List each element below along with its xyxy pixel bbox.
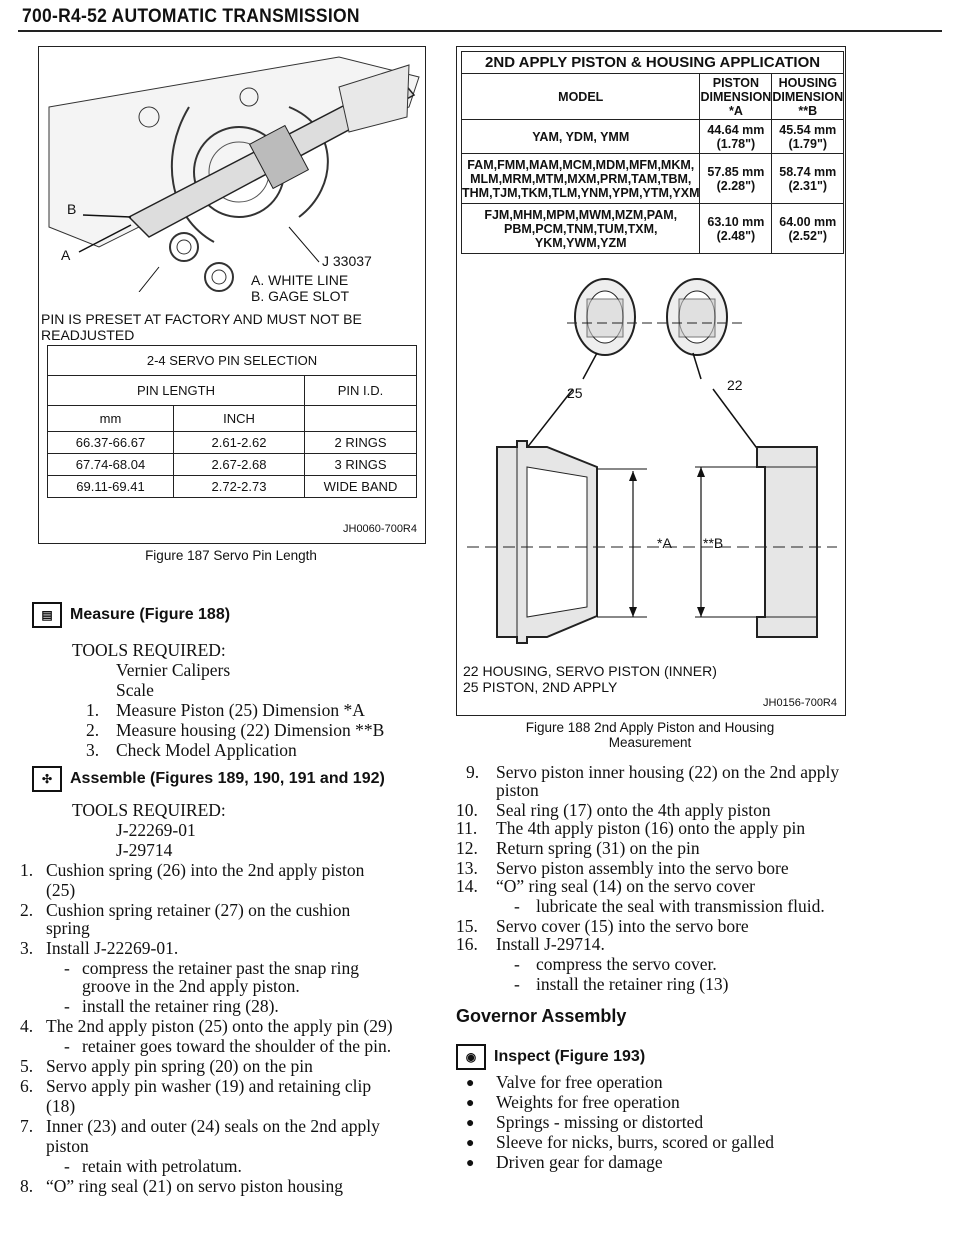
label-22: 22 — [727, 377, 743, 393]
step-text: Seal ring (17) onto the 4th apply piston — [496, 800, 771, 820]
figure-187-box — [38, 46, 426, 544]
col-piston-l3: *A — [728, 103, 743, 118]
cell-model: YAM, YDM, YMM — [532, 129, 630, 144]
measure-step: Measure Piston (25) Dimension *A — [116, 700, 365, 720]
step-num: 6. — [20, 1076, 34, 1096]
legend-22: 22 HOUSING, SERVO PISTON (INNER) — [463, 663, 717, 679]
table-row — [48, 432, 417, 454]
dash: - — [64, 996, 70, 1016]
cell-housing: (2.52") — [788, 228, 828, 243]
cell-id: 3 RINGS — [305, 454, 417, 476]
step-text: Servo piston assembly into the servo bore — [496, 858, 789, 878]
step-num: 1. — [20, 860, 34, 880]
table-row — [462, 120, 844, 154]
col-housing-l1: HOUSING — [778, 75, 837, 90]
measure-icon: ▤ — [32, 602, 62, 628]
step-num: 4. — [20, 1016, 34, 1036]
cell-id: WIDE BAND — [305, 476, 417, 498]
step-num: 13. — [456, 858, 478, 878]
step-text: Servo piston inner housing (22) on the 2nd apply — [496, 762, 840, 782]
step-detail: retain with petrolatum. — [82, 1156, 242, 1176]
cell-housing: 45.54 mm — [779, 122, 837, 137]
step-text: Return spring (31) on the pin — [496, 838, 700, 858]
col-pin-id: PIN I.D. — [305, 376, 417, 406]
measure-heading: Measure (Figure 188) — [70, 606, 231, 623]
callout-a: A — [61, 247, 71, 263]
apply-table-title: 2ND APPLY PISTON & HOUSING APPLICATION — [462, 52, 844, 74]
governor-item: Sleeve for nicks, burrs, scored or galled — [496, 1132, 774, 1152]
cell-housing: 64.00 mm — [779, 214, 837, 229]
measure-tool-1: Vernier Calipers — [116, 660, 231, 680]
step-text: (25) — [46, 880, 76, 900]
servo-table-title: 2-4 SERVO PIN SELECTION — [48, 346, 417, 376]
col-housing — [772, 74, 844, 120]
cell-inch: 2.61-2.62 — [174, 432, 305, 454]
step-detail: install the retainer ring (13) — [536, 974, 729, 994]
dash: - — [514, 954, 520, 974]
table-row — [462, 204, 844, 254]
step-num: 12. — [456, 838, 478, 858]
measure-step-num: 3. — [86, 740, 100, 760]
col-piston-l2: DIMENSION — [700, 89, 772, 104]
step-text: Install J-29714. — [496, 934, 605, 954]
header-rule — [18, 30, 942, 32]
col-piston-l1: PISTON — [712, 75, 760, 90]
sub-mm: mm — [48, 406, 174, 432]
cell-piston: (2.28") — [716, 178, 756, 193]
dash: - — [64, 1036, 70, 1056]
cell-piston: 57.85 mm — [707, 164, 765, 179]
dash: - — [64, 1156, 70, 1176]
cell-model: YKM,YWM,YZM — [534, 235, 627, 250]
assemble-tool-2: J-29714 — [116, 840, 173, 860]
assemble-heading: Assemble (Figures 189, 190, 191 and 192) — [70, 770, 385, 787]
cell-housing: 58.74 mm — [779, 164, 837, 179]
step-text: Install J-22269-01. — [46, 938, 179, 958]
step-detail: groove in the 2nd apply piston. — [82, 976, 300, 996]
cell-inch: 2.67-2.68 — [174, 454, 305, 476]
fig188-caption-2: Measurement — [608, 735, 692, 750]
measure-tools-label: TOOLS REQUIRED: — [72, 640, 226, 660]
callout-b: B — [67, 201, 77, 217]
sub-inch: INCH — [174, 406, 305, 432]
cell-piston: 63.10 mm — [707, 214, 765, 229]
step-num: 14. — [456, 876, 478, 896]
step-text: Inner (23) and outer (24) seals on the 2nd apply — [46, 1116, 380, 1136]
governor-heading: Governor Assembly — [456, 1006, 627, 1026]
cell-mm: 66.37-66.67 — [48, 432, 174, 454]
step-text: Servo cover (15) into the servo bore — [496, 916, 749, 936]
cell-piston: (1.78") — [716, 136, 756, 151]
step-text: piston — [46, 1136, 89, 1156]
fig187-note-line1: PIN IS PRESET AT FACTORY AND MUST NOT BE — [41, 311, 362, 327]
step-detail: compress the retainer past the snap ring — [82, 958, 359, 978]
bullet-icon: ● — [466, 1136, 475, 1151]
cell-mm: 69.11-69.41 — [48, 476, 174, 498]
col-housing-l3: **B — [798, 103, 818, 118]
bullet-icon: ● — [466, 1156, 475, 1171]
step-num: 5. — [20, 1056, 34, 1076]
bullet-icon: ● — [466, 1096, 475, 1111]
col-pin-length: PIN LENGTH — [48, 376, 305, 406]
inspect-heading: Inspect (Figure 193) — [494, 1048, 646, 1065]
step-num: 16. — [456, 934, 478, 954]
step-text: (18) — [46, 1096, 76, 1116]
step-detail: retainer goes toward the shoulder of the pin. — [82, 1036, 392, 1056]
dim-b: **B — [703, 535, 724, 551]
figure-188-box — [456, 46, 846, 716]
table-row — [48, 476, 417, 498]
col-piston — [700, 74, 772, 120]
fig188-code: JH0156-700R4 — [763, 697, 837, 709]
fig187-note-line2: READJUSTED — [41, 327, 135, 343]
step-num: 10. — [456, 800, 478, 820]
inspect-icon: ◉ — [456, 1044, 486, 1070]
cell-piston: 44.64 mm — [707, 122, 765, 137]
legend-b: B. GAGE SLOT — [251, 288, 350, 304]
step-text: “O” ring seal (21) on servo piston housing — [46, 1176, 343, 1196]
step-text: Cushion spring (26) into the 2nd apply piston — [46, 860, 365, 880]
assemble-tools-label: TOOLS REQUIRED: — [72, 800, 226, 820]
step-num: 3. — [20, 938, 34, 958]
col-model: MODEL — [462, 74, 700, 120]
dash: - — [64, 958, 70, 978]
step-text: Servo apply pin spring (20) on the pin — [46, 1056, 313, 1076]
cell-id: 2 RINGS — [305, 432, 417, 454]
cell-model: MLM,MRM,MTM,MXM,PRM,TAM,TBM, — [470, 171, 692, 186]
table-row — [48, 454, 417, 476]
piston-housing-table — [461, 51, 844, 254]
step-num: 8. — [20, 1176, 34, 1196]
step-num: 7. — [20, 1116, 34, 1136]
measure-tool-2: Scale — [116, 680, 154, 700]
governor-item: Springs - missing or distorted — [496, 1112, 704, 1132]
col-housing-l2: DIMENSION — [772, 89, 844, 104]
bullet-icon: ● — [466, 1116, 475, 1131]
step-text: Cushion spring retainer (27) on the cushion — [46, 900, 351, 920]
servo-pin-table — [47, 345, 417, 498]
table-row — [462, 154, 844, 204]
cell-piston: (2.48") — [716, 228, 756, 243]
step-text: “O” ring seal (14) on the servo cover — [496, 876, 755, 896]
bullet-icon: ● — [466, 1076, 475, 1091]
step-num: 9. — [466, 762, 480, 782]
step-text: spring — [46, 918, 90, 938]
step-detail: compress the servo cover. — [536, 954, 717, 974]
step-detail: lubricate the seal with transmission fluid. — [536, 896, 825, 916]
step-num: 15. — [456, 916, 478, 936]
label-25: 25 — [567, 385, 583, 401]
cell-housing: (2.31") — [788, 178, 828, 193]
fig187-code: JH0060-700R4 — [343, 523, 417, 535]
cell-model: FJM,MHM,MPM,MWM,MZM,PAM, — [484, 207, 678, 222]
assemble-icon: ✣ — [32, 766, 62, 792]
fig188-caption-1: Figure 188 2nd Apply Piston and Housing — [525, 720, 775, 735]
measure-step: Measure housing (22) Dimension **B — [116, 720, 385, 740]
step-detail: install the retainer ring (28). — [82, 996, 279, 1016]
step-text: The 4th apply piston (16) onto the apply pin — [496, 818, 806, 838]
legend-a: A. WHITE LINE — [251, 272, 349, 288]
step-num: 2. — [20, 900, 34, 920]
governor-item: Valve for free operation — [496, 1072, 663, 1092]
step-text: Servo apply pin washer (19) and retaining clip — [46, 1076, 372, 1096]
cell-model: PBM,PCM,TNM,TUM,TXM, — [504, 221, 658, 236]
dash: - — [514, 974, 520, 994]
cell-housing: (1.79") — [788, 136, 828, 151]
legend-25: 25 PISTON, 2ND APPLY — [463, 679, 618, 695]
piston-housing-illustration — [457, 271, 845, 671]
fig187-caption: Figure 187 Servo Pin Length — [145, 548, 317, 563]
step-num: 11. — [456, 818, 478, 838]
callout-tool: J 33037 — [322, 253, 372, 269]
measure-step-num: 1. — [86, 700, 100, 720]
dim-a: *A — [657, 535, 672, 551]
step-text: The 2nd apply piston (25) onto the apply pin (29) — [46, 1016, 393, 1036]
step-text: piston — [496, 780, 539, 800]
cell-model: FAM,FMM,MAM,MCM,MDM,MFM,MKM, — [467, 157, 695, 172]
cell-inch: 2.72-2.73 — [174, 476, 305, 498]
dash: - — [514, 896, 520, 916]
governor-item: Driven gear for damage — [496, 1152, 663, 1172]
governor-item: Weights for free operation — [496, 1092, 680, 1112]
page-header: 700-R4-52 AUTOMATIC TRANSMISSION — [22, 6, 360, 27]
cell-mm: 67.74-68.04 — [48, 454, 174, 476]
measure-step: Check Model Application — [116, 740, 297, 760]
assemble-tool-1: J-22269-01 — [116, 820, 196, 840]
cell-model: THM,TJM,TKM,TLM,YNM,YPM,YTM,YXM — [462, 185, 700, 200]
measure-step-num: 2. — [86, 720, 100, 740]
